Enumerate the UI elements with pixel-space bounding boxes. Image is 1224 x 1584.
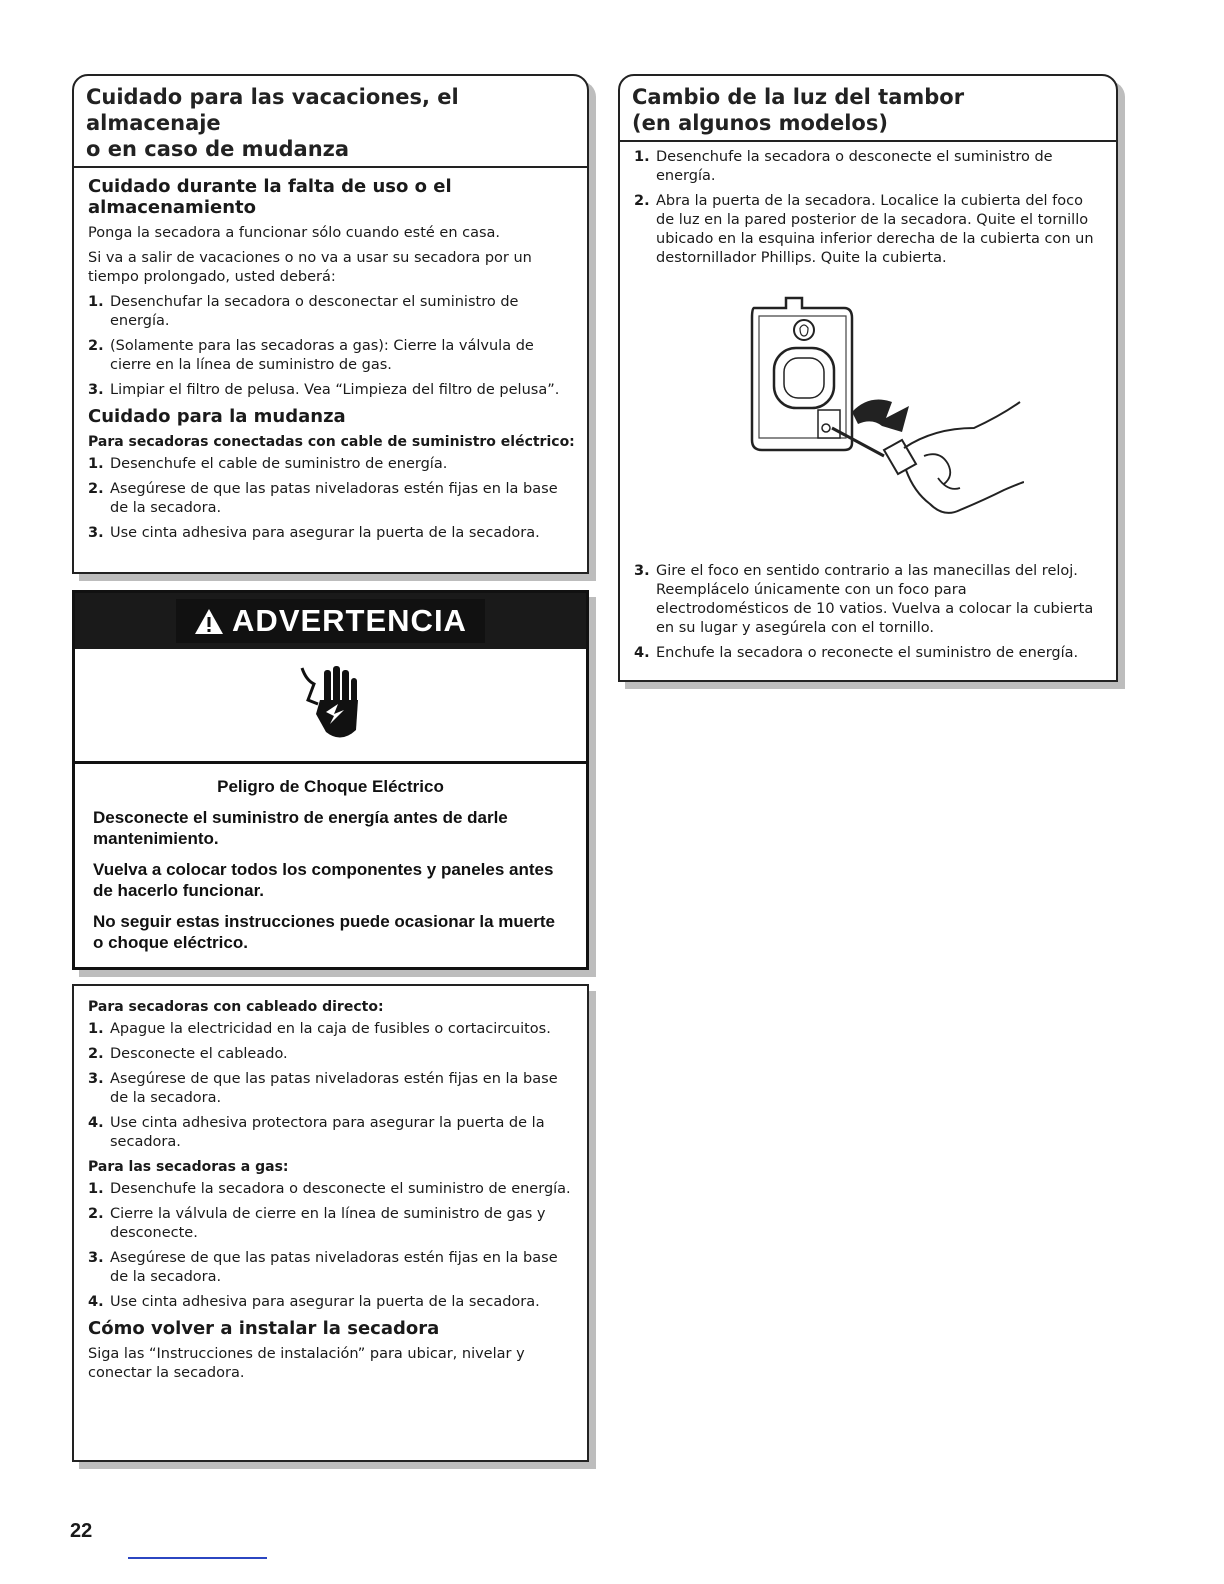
- light-cover-illustration: [634, 274, 1104, 562]
- step-text: Asegúrese de que las patas niveladoras estén fijas en la base de la secadora.: [110, 481, 558, 516]
- warning-line: No seguir estas instrucciones puede ocasionar la muerte o choque eléctrico.: [93, 912, 555, 952]
- drum-light-steps-top: [634, 148, 1104, 268]
- list-item: [88, 1070, 575, 1108]
- page-number: 22: [70, 1520, 93, 1542]
- step-text: Asegúrese de que las patas niveladoras estén fijas en la base de la secadora.: [110, 1071, 558, 1106]
- step-number: 2.: [88, 338, 104, 354]
- step-number: 1.: [88, 1021, 104, 1037]
- step-number: 4.: [88, 1115, 104, 1131]
- step-number: 1.: [88, 456, 104, 472]
- step-text: (Solamente para las secadoras a gas): Cierre la válvula de cierre en la línea de suministro de gas.: [110, 338, 534, 373]
- warning-triangle-icon: [194, 608, 224, 635]
- list-item: [88, 1180, 575, 1199]
- direct-wire-steps: [88, 1020, 575, 1152]
- step-text: Use cinta adhesiva para asegurar la puerta de la secadora.: [110, 525, 540, 541]
- heading-line: Cuidado durante la falta de uso o el: [88, 176, 452, 197]
- footer-divider: [128, 1557, 267, 1559]
- electric-shock-warning: [72, 590, 589, 970]
- list-item: [634, 644, 1104, 663]
- electric-shock-hand-icon: [296, 660, 366, 750]
- section-heading: Cuidado para la mudanza: [88, 406, 346, 427]
- step-number: 2.: [88, 1046, 104, 1062]
- list-item: [88, 1114, 575, 1152]
- step-text: Apague la electricidad en la caja de fusibles o cortacircuitos.: [110, 1021, 551, 1037]
- step-number: 4.: [634, 645, 650, 661]
- title-line: Cuidado para las vacaciones, el almacenaje: [86, 85, 459, 135]
- vacation-storage-box: [72, 74, 589, 574]
- paragraph: Siga las “Instrucciones de instalación” para ubicar, nivelar y conectar la secadora.: [88, 1346, 525, 1381]
- warning-icon-area: [75, 649, 586, 764]
- step-number: 3.: [88, 1250, 104, 1266]
- step-text: Cierre la válvula de cierre en la línea de suministro de gas y desconecte.: [110, 1206, 546, 1241]
- warning-banner: [75, 593, 586, 649]
- step-text: Abra la puerta de la secadora. Localice la cubierta del foco de luz en la pared posterior de la secadora. Quite el tornillo ubicado en la esquina inferior derecha de la cubierta con un destornillador Phillips. Quite la cubierta.: [656, 193, 1094, 266]
- step-number: 2.: [88, 1206, 104, 1222]
- step-number: 2.: [88, 481, 104, 497]
- step-number: 3.: [88, 1071, 104, 1087]
- list-item: [88, 381, 575, 400]
- step-text: Use cinta adhesiva protectora para asegurar la puerta de la secadora.: [110, 1115, 545, 1150]
- step-number: 2.: [634, 193, 650, 209]
- step-number: 3.: [88, 525, 104, 541]
- step-number: 3.: [634, 563, 650, 579]
- list-item: [88, 455, 575, 474]
- storage-steps: [88, 293, 575, 400]
- step-text: Desenchufar la secadora o desconectar el suministro de energía.: [110, 294, 519, 329]
- list-item: [88, 337, 575, 375]
- list-item: [634, 192, 1104, 268]
- paragraph: Si va a salir de vacaciones o no va a usar su secadora por un tiempo prolongado, usted deberá:: [88, 250, 532, 285]
- step-number: 3.: [88, 382, 104, 398]
- title-line: Cambio de la luz del tambor: [632, 85, 965, 109]
- moving-steps: [88, 455, 575, 543]
- warning-line: Vuelva a colocar todos los componentes y paneles antes de hacerlo funcionar.: [93, 860, 554, 900]
- title-line: o en caso de mudanza: [86, 137, 350, 161]
- list-item: [634, 148, 1104, 186]
- step-text: Desenchufe la secadora o desconecte el suministro de energía.: [110, 1181, 571, 1197]
- section-heading: [88, 176, 575, 218]
- list-item: [88, 293, 575, 331]
- list-item: [88, 1045, 575, 1064]
- list-item: [88, 524, 575, 543]
- list-item: [88, 480, 575, 518]
- step-number: 1.: [88, 1181, 104, 1197]
- heading-line: almacenamiento: [88, 197, 256, 218]
- step-text: Asegúrese de que las patas niveladoras estén fijas en la base de la secadora.: [110, 1250, 558, 1285]
- screwdriver-cover-icon: [734, 278, 1024, 548]
- list-item: [88, 1249, 575, 1287]
- subheading: Para secadoras con cableado directo:: [88, 999, 384, 1015]
- direct-wire-box: [72, 984, 589, 1462]
- drum-light-steps-bottom: [634, 562, 1104, 663]
- step-number: 1.: [634, 149, 650, 165]
- step-text: Limpiar el filtro de pelusa. Vea “Limpieza del filtro de pelusa”.: [110, 382, 560, 398]
- vacation-storage-title: [74, 76, 587, 168]
- list-item: [88, 1293, 575, 1312]
- drum-light-box: [618, 74, 1118, 682]
- step-text: Desenchufe la secadora o desconecte el suministro de energía.: [656, 149, 1053, 184]
- section-heading: Cómo volver a instalar la secadora: [88, 1318, 440, 1339]
- subheading: Para las secadoras a gas:: [88, 1159, 289, 1175]
- step-text: Gire el foco en sentido contrario a las manecillas del reloj. Reemplácelo únicamente con un foco para electrodomésticos de 10 vatios. Vuelva a colocar la cubierta en su lugar y asegúrela con el tornillo.: [656, 563, 1094, 636]
- warning-title-text: ADVERTENCIA: [232, 603, 467, 638]
- warning-line: Desconecte el suministro de energía antes de darle mantenimiento.: [93, 808, 508, 848]
- list-item: [634, 562, 1104, 638]
- paragraph: Ponga la secadora a funcionar sólo cuando esté en casa.: [88, 225, 501, 241]
- list-item: [88, 1020, 575, 1039]
- warning-title: [176, 599, 485, 643]
- step-text: Use cinta adhesiva para asegurar la puerta de la secadora.: [110, 1294, 540, 1310]
- title-line: (en algunos modelos): [632, 111, 888, 135]
- subheading: Para secadoras conectadas con cable de suministro eléctrico:: [88, 434, 575, 450]
- hazard-title: Peligro de Choque Eléctrico: [217, 777, 444, 796]
- gas-dryer-steps: [88, 1180, 575, 1312]
- step-number: 4.: [88, 1294, 104, 1310]
- step-number: 1.: [88, 294, 104, 310]
- step-text: Enchufe la secadora o reconecte el suministro de energía.: [656, 645, 1079, 661]
- warning-text: [75, 764, 586, 953]
- step-text: Desconecte el cableado.: [110, 1046, 288, 1062]
- step-text: Desenchufe el cable de suministro de energía.: [110, 456, 448, 472]
- list-item: [88, 1205, 575, 1243]
- drum-light-title: [620, 76, 1116, 142]
